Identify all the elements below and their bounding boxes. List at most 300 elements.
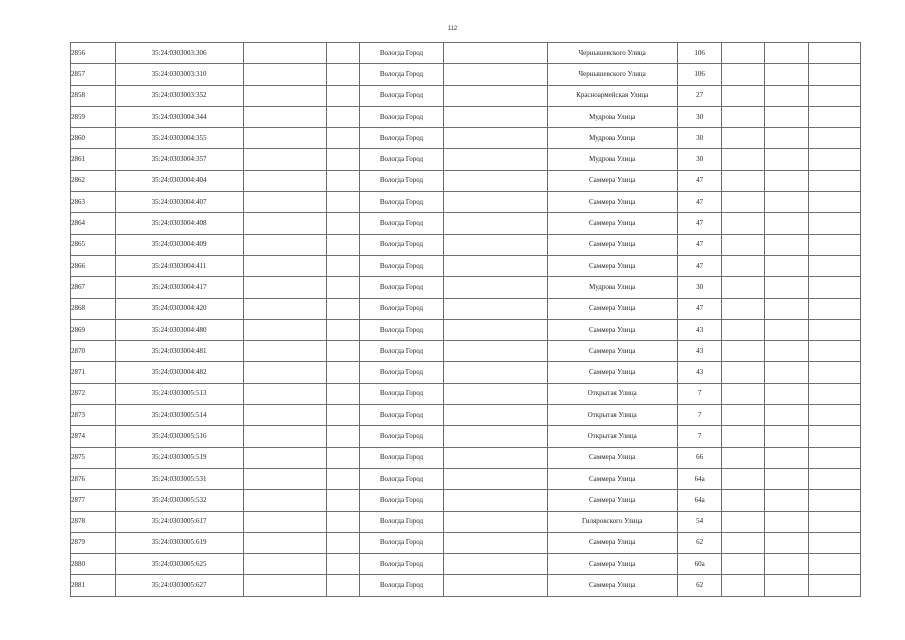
empty-cell (444, 468, 547, 489)
empty-cell (809, 234, 861, 255)
empty-cell (444, 64, 547, 85)
empty-cell (722, 405, 764, 426)
city-cell: Вологда Город (359, 170, 444, 191)
empty-cell (722, 43, 764, 64)
empty-cell (444, 405, 547, 426)
empty-cell (809, 149, 861, 170)
empty-cell (764, 106, 809, 127)
empty-cell (809, 85, 861, 106)
cadastral-number-cell: 35:24:0303005:516 (115, 426, 243, 447)
empty-cell (243, 383, 326, 404)
empty-cell (722, 106, 764, 127)
empty-cell (764, 298, 809, 319)
empty-cell (722, 362, 764, 383)
cadastral-number-cell: 35:24:0303004:417 (115, 277, 243, 298)
empty-cell (764, 511, 809, 532)
empty-cell (764, 532, 809, 553)
empty-cell (326, 213, 359, 234)
table-row (71, 234, 861, 255)
table-row (71, 64, 861, 85)
empty-cell (764, 490, 809, 511)
empty-cell (243, 149, 326, 170)
empty-cell (722, 64, 764, 85)
row-number-cell: 2859 (71, 106, 116, 127)
empty-cell (764, 85, 809, 106)
empty-cell (243, 532, 326, 553)
empty-cell (809, 575, 861, 596)
row-number-cell: 2860 (71, 128, 116, 149)
table-row (71, 192, 861, 213)
empty-cell (809, 64, 861, 85)
empty-cell (809, 554, 861, 575)
row-number-cell: 2857 (71, 64, 116, 85)
house-number-cell: 47 (677, 213, 722, 234)
table-row (71, 362, 861, 383)
street-cell: Открытая Улица (547, 405, 677, 426)
table-row (71, 255, 861, 276)
street-cell: Саммера Улица (547, 554, 677, 575)
empty-cell (444, 575, 547, 596)
table-row (71, 106, 861, 127)
table-row (71, 511, 861, 532)
city-cell: Вологда Город (359, 234, 444, 255)
city-cell: Вологда Город (359, 554, 444, 575)
empty-cell (764, 319, 809, 340)
empty-cell (243, 234, 326, 255)
street-cell: Саммера Улица (547, 192, 677, 213)
empty-cell (809, 213, 861, 234)
cadastral-number-cell: 35:24:0303005:519 (115, 447, 243, 468)
empty-cell (722, 149, 764, 170)
empty-cell (326, 255, 359, 276)
row-number-cell: 2880 (71, 554, 116, 575)
table-row (71, 554, 861, 575)
cadastral-number-cell: 35:24:0303003:310 (115, 64, 243, 85)
street-cell: Саммера Улица (547, 298, 677, 319)
empty-cell (243, 170, 326, 191)
table-row (71, 170, 861, 191)
city-cell: Вологда Город (359, 341, 444, 362)
street-cell: Саммера Улица (547, 490, 677, 511)
empty-cell (326, 447, 359, 468)
empty-cell (326, 319, 359, 340)
empty-cell (722, 554, 764, 575)
house-number-cell: 43 (677, 362, 722, 383)
empty-cell (764, 255, 809, 276)
cadastral-number-cell: 35:24:0303005:627 (115, 575, 243, 596)
empty-cell (243, 490, 326, 511)
empty-cell (809, 192, 861, 213)
empty-cell (243, 85, 326, 106)
empty-cell (243, 277, 326, 298)
table-row (71, 532, 861, 553)
empty-cell (764, 468, 809, 489)
empty-cell (764, 405, 809, 426)
empty-cell (444, 447, 547, 468)
cadastral-number-cell: 35:24:0303004:408 (115, 213, 243, 234)
house-number-cell: 30 (677, 128, 722, 149)
empty-cell (809, 255, 861, 276)
empty-cell (326, 64, 359, 85)
cadastral-number-cell: 35:24:0303005:532 (115, 490, 243, 511)
house-number-cell: 64а (677, 468, 722, 489)
house-number-cell: 43 (677, 319, 722, 340)
empty-cell (722, 511, 764, 532)
city-cell: Вологда Город (359, 106, 444, 127)
city-cell: Вологда Город (359, 298, 444, 319)
street-cell: Саммера Улица (547, 319, 677, 340)
street-cell: Красноармейская Улица (547, 85, 677, 106)
empty-cell (722, 234, 764, 255)
house-number-cell: 106 (677, 43, 722, 64)
empty-cell (764, 64, 809, 85)
house-number-cell: 47 (677, 298, 722, 319)
table-row (71, 277, 861, 298)
cadastral-number-cell: 35:24:0303005:514 (115, 405, 243, 426)
row-number-cell: 2874 (71, 426, 116, 447)
row-number-cell: 2856 (71, 43, 116, 64)
cadastral-number-cell: 35:24:0303005:617 (115, 511, 243, 532)
street-cell: Саммера Улица (547, 341, 677, 362)
house-number-cell: 43 (677, 341, 722, 362)
table-row (71, 128, 861, 149)
house-number-cell: 47 (677, 234, 722, 255)
cadastral-number-cell: 35:24:0303004:409 (115, 234, 243, 255)
house-number-cell: 47 (677, 192, 722, 213)
empty-cell (444, 43, 547, 64)
city-cell: Вологда Город (359, 43, 444, 64)
row-number-cell: 2868 (71, 298, 116, 319)
table-row (71, 85, 861, 106)
street-cell: Мудрова Улица (547, 106, 677, 127)
empty-cell (722, 490, 764, 511)
table-row (71, 426, 861, 447)
row-number-cell: 2871 (71, 362, 116, 383)
table-row (71, 575, 861, 596)
empty-cell (243, 43, 326, 64)
city-cell: Вологда Город (359, 575, 444, 596)
empty-cell (243, 447, 326, 468)
empty-cell (326, 490, 359, 511)
empty-cell (809, 468, 861, 489)
cadastral-number-cell: 35:24:0303004:481 (115, 341, 243, 362)
city-cell: Вологда Город (359, 490, 444, 511)
empty-cell (326, 405, 359, 426)
row-number-cell: 2876 (71, 468, 116, 489)
table-row (71, 43, 861, 64)
row-number-cell: 2862 (71, 170, 116, 191)
street-cell: Саммера Улица (547, 213, 677, 234)
empty-cell (809, 447, 861, 468)
street-cell: Саммера Улица (547, 234, 677, 255)
empty-cell (722, 575, 764, 596)
cadastral-number-cell: 35:24:0303004:404 (115, 170, 243, 191)
empty-cell (243, 106, 326, 127)
row-number-cell: 2877 (71, 490, 116, 511)
empty-cell (326, 149, 359, 170)
city-cell: Вологда Город (359, 85, 444, 106)
empty-cell (326, 170, 359, 191)
empty-cell (764, 362, 809, 383)
row-number-cell: 2861 (71, 149, 116, 170)
empty-cell (444, 298, 547, 319)
cadastral-number-cell: 35:24:0303004:407 (115, 192, 243, 213)
page-number: 112 (447, 26, 458, 32)
street-cell: Открытая Улица (547, 426, 677, 447)
empty-cell (809, 341, 861, 362)
city-cell: Вологда Город (359, 383, 444, 404)
cadastral-number-cell: 35:24:0303004:482 (115, 362, 243, 383)
city-cell: Вологда Город (359, 255, 444, 276)
table-row (71, 298, 861, 319)
cadastral-number-cell: 35:24:0303003:306 (115, 43, 243, 64)
row-number-cell: 2869 (71, 319, 116, 340)
empty-cell (722, 128, 764, 149)
empty-cell (444, 85, 547, 106)
empty-cell (326, 468, 359, 489)
empty-cell (809, 170, 861, 191)
row-number-cell: 2875 (71, 447, 116, 468)
house-number-cell: 106 (677, 64, 722, 85)
empty-cell (444, 426, 547, 447)
empty-cell (722, 447, 764, 468)
empty-cell (722, 319, 764, 340)
empty-cell (444, 170, 547, 191)
street-cell: Чернышевского Улица (547, 64, 677, 85)
street-cell: Открытая Улица (547, 383, 677, 404)
empty-cell (722, 426, 764, 447)
row-number-cell: 2879 (71, 532, 116, 553)
empty-cell (326, 298, 359, 319)
empty-cell (809, 128, 861, 149)
table-row (71, 149, 861, 170)
row-number-cell: 2865 (71, 234, 116, 255)
empty-cell (444, 554, 547, 575)
empty-cell (809, 43, 861, 64)
empty-cell (243, 298, 326, 319)
empty-cell (243, 511, 326, 532)
empty-cell (243, 213, 326, 234)
empty-cell (326, 85, 359, 106)
row-number-cell: 2873 (71, 405, 116, 426)
house-number-cell: 7 (677, 405, 722, 426)
empty-cell (809, 106, 861, 127)
empty-cell (764, 341, 809, 362)
table-row (71, 447, 861, 468)
empty-cell (444, 383, 547, 404)
city-cell: Вологда Город (359, 511, 444, 532)
empty-cell (722, 532, 764, 553)
empty-cell (444, 128, 547, 149)
street-cell: Саммера Улица (547, 170, 677, 191)
empty-cell (444, 255, 547, 276)
empty-cell (243, 192, 326, 213)
empty-cell (764, 192, 809, 213)
table-row (71, 405, 861, 426)
row-number-cell: 2870 (71, 341, 116, 362)
house-number-cell: 62 (677, 575, 722, 596)
street-cell: Саммера Улица (547, 575, 677, 596)
empty-cell (764, 554, 809, 575)
row-number-cell: 2881 (71, 575, 116, 596)
city-cell: Вологда Город (359, 149, 444, 170)
city-cell: Вологда Город (359, 426, 444, 447)
city-cell: Вологда Город (359, 192, 444, 213)
empty-cell (809, 405, 861, 426)
empty-cell (444, 234, 547, 255)
table-row (71, 468, 861, 489)
house-number-cell: 30 (677, 277, 722, 298)
empty-cell (326, 362, 359, 383)
empty-cell (444, 149, 547, 170)
empty-cell (243, 255, 326, 276)
empty-cell (243, 405, 326, 426)
empty-cell (243, 362, 326, 383)
table-row (71, 341, 861, 362)
row-number-cell: 2864 (71, 213, 116, 234)
empty-cell (243, 64, 326, 85)
empty-cell (326, 532, 359, 553)
city-cell: Вологда Город (359, 405, 444, 426)
table-row (71, 213, 861, 234)
house-number-cell: 7 (677, 383, 722, 404)
empty-cell (764, 234, 809, 255)
empty-cell (809, 532, 861, 553)
empty-cell (326, 192, 359, 213)
empty-cell (444, 106, 547, 127)
street-cell: Саммера Улица (547, 255, 677, 276)
street-cell: Саммера Улица (547, 362, 677, 383)
street-cell: Мудрова Улица (547, 149, 677, 170)
empty-cell (764, 128, 809, 149)
empty-cell (764, 426, 809, 447)
cadastral-number-cell: 35:24:0303004:357 (115, 149, 243, 170)
empty-cell (722, 213, 764, 234)
empty-cell (243, 341, 326, 362)
street-cell: Саммера Улица (547, 468, 677, 489)
cadastral-number-cell: 35:24:0303004:480 (115, 319, 243, 340)
empty-cell (326, 277, 359, 298)
cadastral-number-cell: 35:24:0303004:344 (115, 106, 243, 127)
empty-cell (722, 298, 764, 319)
empty-cell (243, 128, 326, 149)
empty-cell (444, 511, 547, 532)
house-number-cell: 27 (677, 85, 722, 106)
empty-cell (764, 213, 809, 234)
empty-cell (326, 426, 359, 447)
empty-cell (809, 490, 861, 511)
empty-cell (444, 319, 547, 340)
empty-cell (722, 85, 764, 106)
house-number-cell: 30 (677, 106, 722, 127)
empty-cell (243, 575, 326, 596)
empty-cell (326, 341, 359, 362)
street-cell: Мудрова Улица (547, 128, 677, 149)
street-cell: Саммера Улица (547, 532, 677, 553)
empty-cell (809, 383, 861, 404)
house-number-cell: 54 (677, 511, 722, 532)
row-number-cell: 2867 (71, 277, 116, 298)
city-cell: Вологда Город (359, 213, 444, 234)
empty-cell (722, 341, 764, 362)
empty-cell (444, 532, 547, 553)
cadastral-number-cell: 35:24:0303003:352 (115, 85, 243, 106)
empty-cell (722, 277, 764, 298)
city-cell: Вологда Город (359, 128, 444, 149)
empty-cell (764, 383, 809, 404)
empty-cell (243, 554, 326, 575)
cadastral-number-cell: 35:24:0303004:411 (115, 255, 243, 276)
empty-cell (764, 277, 809, 298)
cadastral-number-cell: 35:24:0303004:420 (115, 298, 243, 319)
empty-cell (809, 319, 861, 340)
city-cell: Вологда Город (359, 447, 444, 468)
empty-cell (444, 490, 547, 511)
empty-cell (243, 468, 326, 489)
table-row (71, 383, 861, 404)
empty-cell (764, 149, 809, 170)
city-cell: Вологда Город (359, 532, 444, 553)
street-cell: Чернышевского Улица (547, 43, 677, 64)
table-row (71, 319, 861, 340)
empty-cell (722, 468, 764, 489)
empty-cell (764, 43, 809, 64)
empty-cell (326, 554, 359, 575)
empty-cell (326, 106, 359, 127)
house-number-cell: 7 (677, 426, 722, 447)
empty-cell (444, 362, 547, 383)
house-number-cell: 62 (677, 532, 722, 553)
cadastral-number-cell: 35:24:0303005:531 (115, 468, 243, 489)
empty-cell (764, 170, 809, 191)
empty-cell (764, 575, 809, 596)
empty-cell (444, 192, 547, 213)
table-row (71, 490, 861, 511)
city-cell: Вологда Город (359, 64, 444, 85)
registry-table (70, 42, 861, 597)
empty-cell (326, 234, 359, 255)
cadastral-number-cell: 35:24:0303005:619 (115, 532, 243, 553)
row-number-cell: 2858 (71, 85, 116, 106)
city-cell: Вологда Город (359, 277, 444, 298)
empty-cell (444, 277, 547, 298)
empty-cell (326, 43, 359, 64)
empty-cell (764, 447, 809, 468)
empty-cell (809, 277, 861, 298)
row-number-cell: 2872 (71, 383, 116, 404)
empty-cell (243, 426, 326, 447)
empty-cell (326, 383, 359, 404)
empty-cell (722, 383, 764, 404)
city-cell: Вологда Город (359, 468, 444, 489)
empty-cell (326, 575, 359, 596)
street-cell: Саммера Улица (547, 447, 677, 468)
empty-cell (326, 128, 359, 149)
cadastral-number-cell: 35:24:0303005:513 (115, 383, 243, 404)
street-cell: Мудрова Улица (547, 277, 677, 298)
street-cell: Гиляровского Улица (547, 511, 677, 532)
house-number-cell: 47 (677, 255, 722, 276)
house-number-cell: 30 (677, 149, 722, 170)
empty-cell (722, 170, 764, 191)
empty-cell (809, 298, 861, 319)
row-number-cell: 2866 (71, 255, 116, 276)
empty-cell (809, 362, 861, 383)
empty-cell (444, 213, 547, 234)
house-number-cell: 64а (677, 490, 722, 511)
empty-cell (809, 426, 861, 447)
house-number-cell: 66 (677, 447, 722, 468)
